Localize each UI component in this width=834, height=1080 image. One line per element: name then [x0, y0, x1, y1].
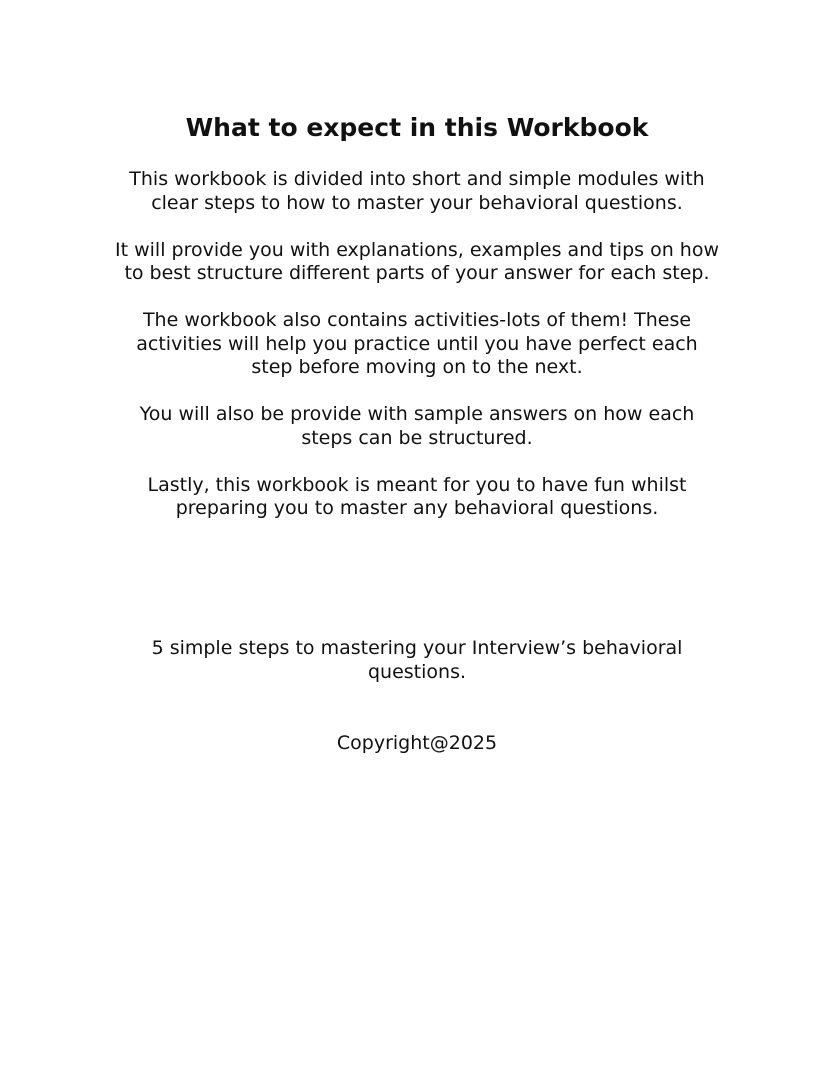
tagline-block	[60, 637, 774, 708]
copyright-notice: Copyright@2025	[336, 732, 498, 754]
paragraph-line: You will also be provide with sample answers on how each	[139, 403, 695, 425]
paragraph-line: It will provide you with explanations, examples and tips on how	[115, 238, 719, 261]
tagline-line: 5 simple steps to mastering your Interview’s behavioral	[151, 637, 683, 659]
paragraph-line: clear steps to how to master your behavioral questions.	[151, 191, 683, 214]
paragraph-line: to best structure different parts of your answer for each step.	[124, 262, 710, 284]
paragraph-line: activities will help you practice until you have perfect each	[136, 332, 698, 355]
tagline	[60, 637, 774, 684]
tagline-line: questions.	[367, 660, 467, 683]
paragraph-activities	[60, 309, 774, 380]
paragraph-line: preparing you to master any behavioral questions.	[175, 497, 659, 519]
page-title: What to expect in this Workbook	[185, 113, 649, 142]
paragraph-line: step before moving on to the next.	[251, 356, 583, 378]
paragraph-line: This workbook is divided into short and simple modules with	[129, 168, 705, 190]
paragraph-sample-answers	[60, 403, 774, 450]
paragraph-lastly	[60, 474, 774, 521]
paragraph-explanations	[60, 239, 774, 286]
paragraph-line: steps can be structured.	[301, 426, 533, 449]
paragraph-line: The workbook also contains activities-lots of them! These	[142, 309, 692, 331]
paragraph-line: Lastly, this workbook is meant for you to have fun whilst	[147, 473, 687, 496]
paragraph-modules	[60, 168, 774, 215]
intro-body	[60, 168, 774, 544]
